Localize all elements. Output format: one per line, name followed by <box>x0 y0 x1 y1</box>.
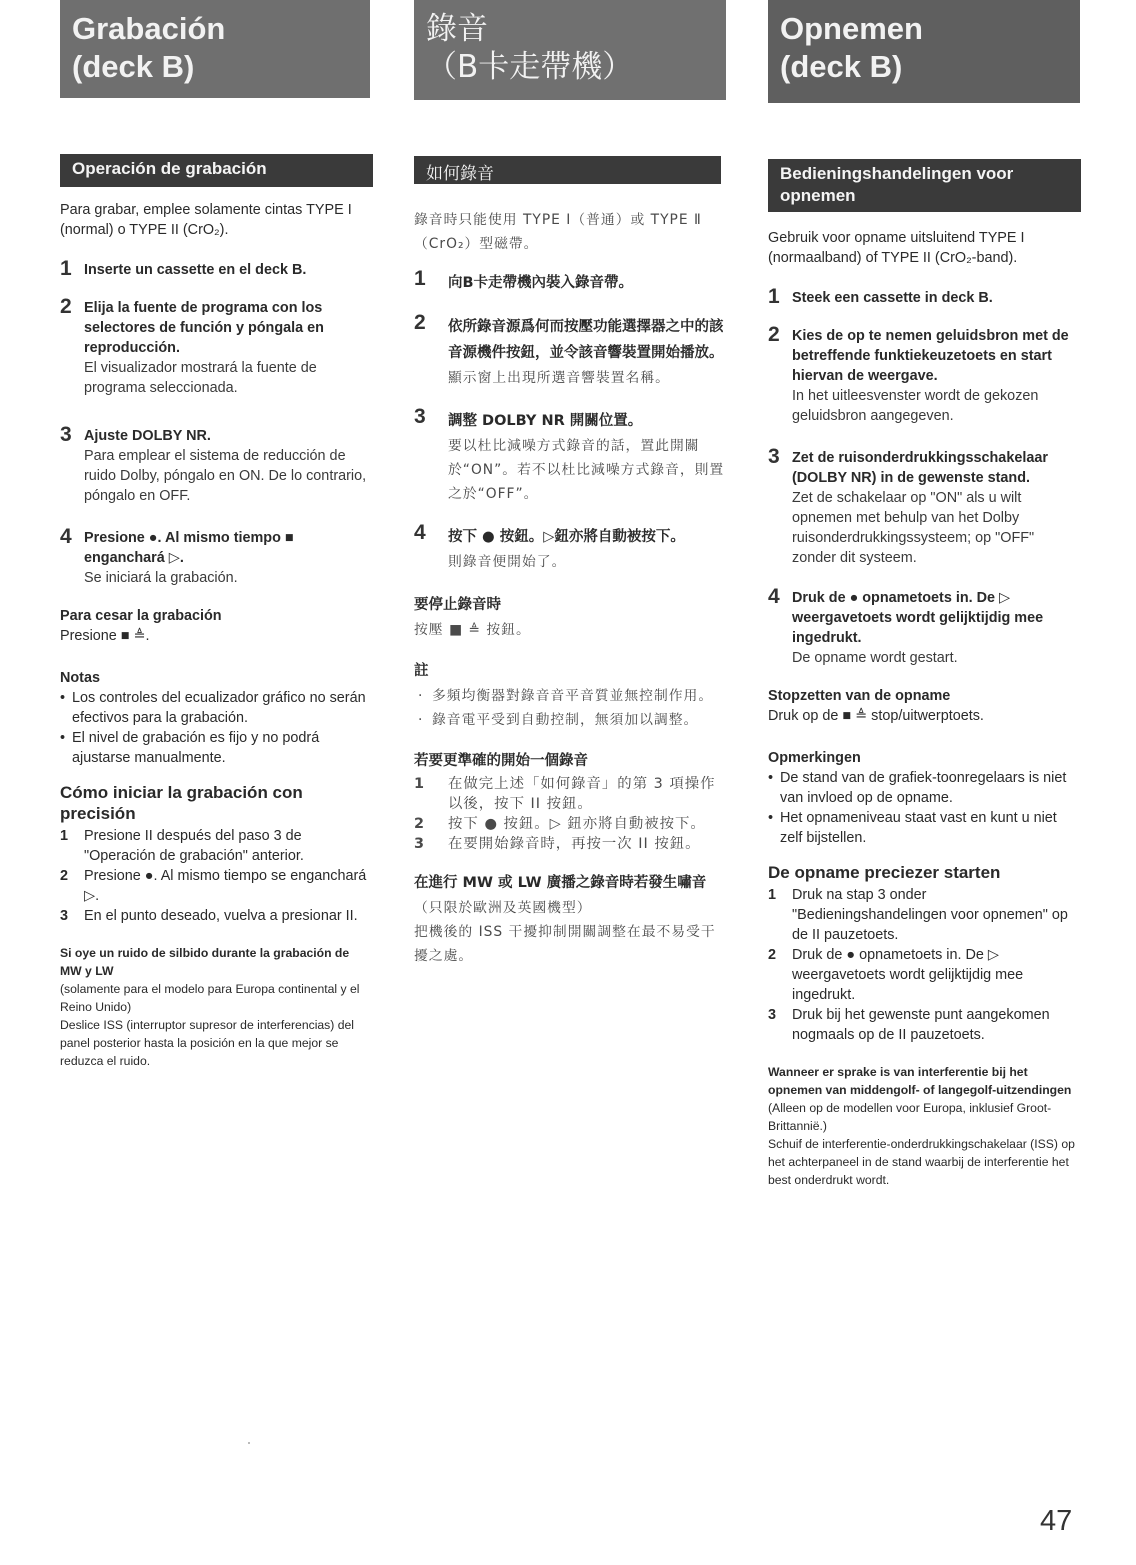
noise-subtext: （只限於歐洲及英國機型） <box>414 900 592 916</box>
step-description: De opname wordt gestart. <box>792 650 958 666</box>
step-title: 依所錄音源爲何而按壓功能選擇器之中的該音源機件按鈕，並令該音響裝置開始播放。 <box>448 319 724 361</box>
step-description: Se iniciará la grabación. <box>84 570 238 586</box>
step-description: El visualizador mostrará la fuente de programa seleccionada. <box>84 360 317 396</box>
step <box>414 405 726 506</box>
print-speck <box>248 1442 250 1444</box>
noise-heading: 在進行 MW 或 LW 廣播之錄音時若發生嘯音 <box>414 875 707 891</box>
list-item <box>768 945 1080 1005</box>
noise-heading: Wanneer er sprake is van interferentie bij het opnemen van middengolf- of langegolf-uitzendingen <box>768 1065 1072 1097</box>
step-description: 顯示窗上出現所選音響裝置名稱。 <box>448 370 670 386</box>
step-title: 按下 ● 按鈕。▷鈕亦將自動被按下。 <box>448 529 685 545</box>
item-text: 按下 ● 按鈕。▷ 鈕亦將自動被按下。 <box>448 816 706 832</box>
step-description: 要以杜比減噪方式錄音的話，置此開關於“ON”。若不以杜比減噪方式錄音，則置之於“OFF”。 <box>448 438 725 502</box>
precise-heading: 若要更準確的開始一個錄音 <box>414 753 588 769</box>
precise-heading: Cómo iniciar la grabación con precisión <box>60 783 303 823</box>
intro-text: Para grabar, emplee solamente cintas TYPE I (normal) o TYPE II (CrO₂). <box>60 202 352 238</box>
page-title-line-1: 錄音 <box>426 11 488 47</box>
item-text: En el punto deseado, vuelva a presionar II. <box>84 908 358 924</box>
intro-text: Gebruik voor opname uitsluitend TYPE I (normaalband) of TYPE II (CrO₂-band). <box>768 230 1025 266</box>
step-number: 4 <box>768 585 780 608</box>
title-box <box>60 0 370 98</box>
item-number: 3 <box>768 1007 777 1023</box>
item-number: 3 <box>414 836 426 852</box>
item-text: 在做完上述「如何錄音」的第 3 項操作以後，按下 II 按鈕。 <box>448 776 716 812</box>
title-box <box>768 0 1080 103</box>
step-title: Druk de ● opnametoets in. De ▷ weergavetoets wordt gelijktijdig mee ingedrukt. <box>792 590 1044 646</box>
noise-text: Deslice ISS (interruptor supresor de interferencias) del panel posterior hasta la posición en la que mejor se reduzca el ruido. <box>60 1018 354 1068</box>
column-body <box>60 200 372 1070</box>
step-number: 1 <box>768 285 780 308</box>
section-heading: Operación de grabación <box>60 154 373 187</box>
item-number: 3 <box>60 908 69 924</box>
step-title: Kies de op te nemen geluidsbron met de betreffende funktiekeuzetoets en start hiervan de weergave. <box>792 328 1069 384</box>
page-title-line-2: (deck B) <box>72 49 195 84</box>
step-number: 4 <box>60 525 72 548</box>
item-text: 在要開始錄音時，再按一次 II 按鈕。 <box>448 836 701 852</box>
note-item: • Los controles del ecualizador gráfico no serán efectivos para la grabación. <box>60 688 372 728</box>
stop-heading: 要停止錄音時 <box>414 597 501 613</box>
step <box>768 285 1080 308</box>
item-text: Druk na stap 3 onder "Bedieningshandelingen voor opnemen" op de II pauzetoets. <box>792 887 1068 943</box>
item-text: Druk bij het gewenste punt aangekomen nogmaals op de II pauzetoets. <box>792 1007 1050 1043</box>
notes-heading: Opmerkingen <box>768 750 861 766</box>
note-item: • De stand van de grafiek-toonregelaars is niet van invloed op de opname. <box>768 768 1080 808</box>
step-number: 2 <box>60 295 72 318</box>
step-title: 向B卡走帶機內裝入錄音帶。 <box>448 275 634 291</box>
stop-heading: Para cesar la grabación <box>60 608 222 624</box>
page-number: 47 <box>1040 1505 1073 1537</box>
item-number: 2 <box>768 947 777 963</box>
note-item: • Het opnameniveau staat vast en kunt u niet zelf bijstellen. <box>768 808 1080 848</box>
item-number: 2 <box>60 868 69 884</box>
noise-subtext: (Alleen op de modellen voor Europa, inklusief Groot-Brittannië.) <box>768 1101 1052 1133</box>
step-number: 2 <box>768 323 780 346</box>
notes-heading: 註 <box>414 663 429 679</box>
step-description: 則錄音便開始了。 <box>448 554 567 570</box>
item-number: 1 <box>60 828 69 844</box>
note-item: • El nivel de grabación es fijo y no podrá ajustarse manualmente. <box>60 728 372 768</box>
precise-heading: De opname preciezer starten <box>768 863 1001 882</box>
noise-heading: Si oye un ruido de silbido durante la grabación de MW y LW <box>60 946 350 978</box>
stop-text: 按壓 ■ ≜ 按鈕。 <box>414 622 531 638</box>
item-number: 1 <box>768 887 777 903</box>
column-body <box>768 228 1080 1189</box>
list-item <box>414 774 726 814</box>
item-text: Presione II después del paso 3 de "Operación de grabación" anterior. <box>84 828 304 864</box>
step <box>414 521 726 574</box>
step-number: 1 <box>414 267 426 290</box>
step-number: 2 <box>414 311 426 334</box>
step-title: Elija la fuente de programa con los selectores de función y póngala en reproducción. <box>84 300 324 356</box>
section-heading: 如何錄音 <box>414 156 721 184</box>
step-number: 3 <box>60 423 72 446</box>
intro-text: 錄音時只能使用 TYPE Ⅰ（普通）或 TYPE Ⅱ（CrO₂）型磁帶。 <box>414 212 702 252</box>
noise-subtext: (solamente para el modelo para Europa continental y el Reino Unido) <box>60 982 360 1014</box>
step <box>60 525 372 588</box>
step-title: Inserte un cassette en el deck B. <box>84 262 307 278</box>
step <box>768 585 1080 668</box>
step-title: Ajuste DOLBY NR. <box>84 428 211 444</box>
step-number: 3 <box>414 405 426 428</box>
step-number: 3 <box>768 445 780 468</box>
step <box>60 423 372 506</box>
page-title-line-1: Opnemen <box>780 11 923 46</box>
item-text: Druk de ● opnametoets in. De ▷ weergavetoets wordt gelijktijdig mee ingedrukt. <box>792 947 1024 1003</box>
step-number: 1 <box>60 257 72 280</box>
step-description: Para emplear el sistema de reducción de ruido Dolby, póngalo en ON. De lo contrario, póngalo en OFF. <box>84 448 367 504</box>
step <box>768 445 1080 568</box>
notes-heading: Notas <box>60 670 100 686</box>
page-title-line-1: Grabación <box>72 11 226 46</box>
page-title-line-2: （B卡走帶機） <box>426 49 634 85</box>
step <box>60 295 372 398</box>
stop-heading: Stopzetten van de opname <box>768 688 951 704</box>
stop-text: Druk op de ■ ≜ stop/uitwerptoets. <box>768 708 984 724</box>
title-box <box>414 0 726 100</box>
list-item <box>768 885 1080 945</box>
section-heading: Bedieningshandelingen voor opnemen <box>768 159 1081 212</box>
item-number: 1 <box>414 776 426 792</box>
step-title: 調整 DOLBY NR 開關位置。 <box>448 413 643 429</box>
step <box>60 257 372 280</box>
stop-text: Presione ■ ≜. <box>60 628 150 644</box>
note-item: · 多頻均衡器對錄音音平音質並無控制作用。 <box>414 684 726 708</box>
noise-text: 把機後的 ISS 干擾抑制開關調整在最不易受干擾之處。 <box>414 924 716 964</box>
step-title: Presione ●. Al mismo tiempo ■ enganchará ▷. <box>84 530 294 566</box>
step-description: Zet de schakelaar op "ON" als u wilt opnemen met behulp van het Dolby ruisonderdrukkingssysteem; op "OFF" zonder dit systeem. <box>792 490 1035 566</box>
noise-text: Schuif de interferentie-onderdrukkingschakelaar (ISS) op het achterpaneel in de stand waarbij de interferentie het best onderdrukt wordt. <box>768 1137 1075 1187</box>
list-item <box>414 814 726 834</box>
page-title-line-2: (deck B) <box>780 49 903 84</box>
item-number: 2 <box>414 816 426 832</box>
step <box>768 323 1080 426</box>
note-item: · 錄音電平受到自動控制，無須加以調整。 <box>414 708 726 732</box>
list-item <box>414 834 726 854</box>
list-item <box>60 906 372 926</box>
item-text: Presione ●. Al mismo tiempo se enganchará ▷. <box>84 868 367 904</box>
step-number: 4 <box>414 521 426 544</box>
step-description: In het uitleesvenster wordt de gekozen geluidsbron aangegeven. <box>792 388 1039 424</box>
step <box>414 267 726 296</box>
list-item <box>768 1005 1080 1045</box>
step-title: Steek een cassette in deck B. <box>792 290 993 306</box>
column-body <box>414 208 726 968</box>
step <box>414 311 726 390</box>
list-item <box>60 866 372 906</box>
step-title: Zet de ruisonderdrukkingsschakelaar (DOLBY NR) in de gewenste stand. <box>792 450 1048 486</box>
list-item <box>60 826 372 866</box>
